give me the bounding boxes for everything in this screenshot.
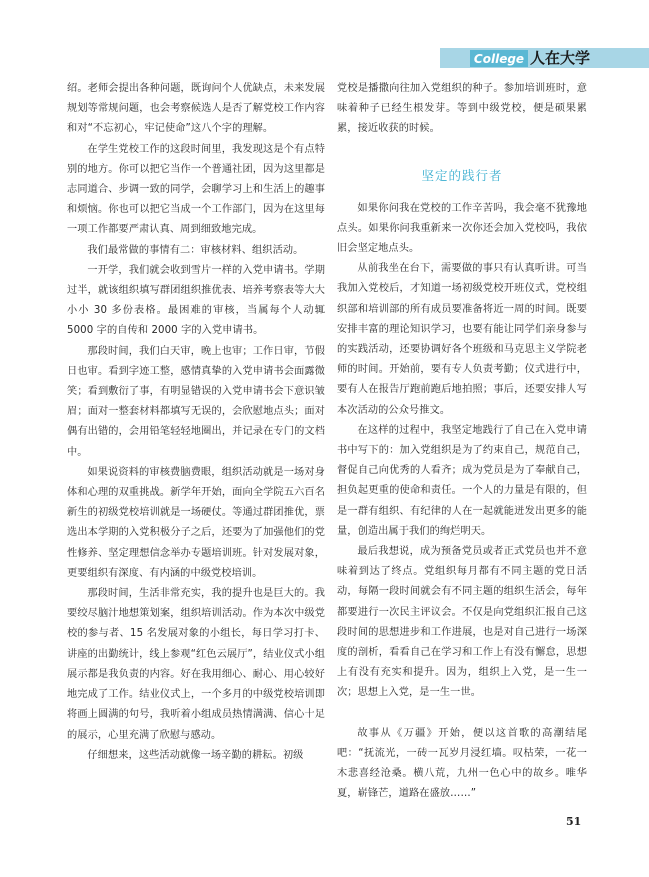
section-subheading: 坚定的践行者 [421,167,503,183]
left-paragraph: 一开学，我们就会收到雪片一样的入党申请书。学期过半，就该组织填写群团组织推优表、培养考察表等大大小小 30 多份表格。最困难的审核，当属每个人动辄 5000 字的自传和 2000 字的入党申请书。 [67,264,325,337]
right-paragraph: 如果你问我在党校的工作辛苦吗，我会毫不犹豫地点头。如果你问我重新来一次你还会加入党校吗，我依旧会坚定地点头。 [337,202,587,255]
left-paragraph: 那段时间，我们白天审，晚上也审；工作日审，节假日也审。看到字迹工整，感情真挚的入党申请书会面露微笑；看到敷衍了事，有明显错误的入党申请书会下意识皱眉；面对一整套材料都填写无误的，会欣慰地点头；面对偶有出错的，会用铅笔轻轻地圈出，并记录在专门的文档中。 [67,345,325,458]
college-label: College [473,51,525,66]
college-tab [470,50,528,67]
page-number: 51 [566,815,582,828]
closing-paragraph: 故事从《万疆》开始，便以这首歌的高潮结尾吧：“抚流光，一砖一瓦岁月浸红墙。叹枯荣，一花一木悲喜经沧桑。横八荒，九州一色心中的故乡。唯华夏，崭锋芒，道路在盛放……” [337,727,587,800]
right-column [337,79,587,805]
left-paragraph: 我们最常做的事情有二：审核材料、组织活动。 [87,244,304,256]
paragraph-gap [337,704,587,724]
left-column [67,79,325,766]
left-paragraph: 如果说资料的审核费脑费眼，组织活动就是一场对身体和心理的双重挑战。新学年开始，面向全学院五六百名新生的初级党校培训就是一场硬仗。等通过群团推优，票选出本学期的入党积极分子之后，还要为了加强他们的党性修养、坚定理想信念举办专题培训班。针对发展对象，更要组织有深度、有内涵的中级党校培训。 [67,466,325,579]
right-paragraph: 最后我想说，成为预备党员或者正式党员也并不意味着到达了终点。党组织每月都有不同主题的党日活动，每隔一段时间就会有不同主题的组织生活会，每年都要进行一次民主评议会。不仅是向党组织汇报自己这段时间的思想进步和工作进展，也是对自己进行一场深度的剖析，看看自己在学习和工作上有没有懈怠，思想上有没有充实和提升。因为，组织上入党，是一生一次；思想上入党，是一生一世。 [337,546,587,699]
section-title: 人在大学 [530,49,591,67]
left-paragraph: 那段时间，生活非常充实，我的提升也是巨大的。我要绞尽脑汁地想策划案，组织培训活动。作为本次中级党校的参与者、15 名发展对象的小组长，每日学习打卡、讲座的出勤统计，线上参观“红色云展厅”，结业仪式小组展示都是我负责的内容。好在我用细心、耐心、用心较好地完成了工作。结业仪式上，一个多月的中级党校培训即将画上圆满的句号，我听着小组成员热情满满、信心十足的展示，心里充满了欣慰与感动。 [67,588,325,741]
right-intro-paragraph: 党校是播撒向往加入党组织的种子。参加培训班时，意味着种子已经生根发芽。等到中级党校，便是硕果累累，接近收获的时候。 [337,83,587,135]
left-paragraph: 仔细想来，这些活动就像一场辛勤的耕耘。初级 [87,749,304,761]
right-paragraph: 在这样的过程中，我坚定地践行了自己在入党申请书中写下的：加入党组织是为了约束自己，规范自己，督促自己向优秀的人看齐；成为党员是为了奉献自己，担负起更重的使命和责任。一个人的力量是有限的，但是一群有组织、有纪律的人在一起就能迸发出更多的能量，创造出属于我们的绚烂明天。 [337,424,587,537]
left-paragraph: 绍。老师会提出各种问题，既询问个人优缺点，未来发展规划等常规问题，也会考察候选人是否了解党校工作内容和对“不忘初心，牢记使命”这八个字的理解。 [67,83,325,135]
right-paragraph: 从前我坐在台下，需要做的事只有认真听讲。可当我加入党校后，才知道一场初级党校开班仪式，党校组织部和培训部的所有成员要准备将近一周的时间。既要安排丰富的理论知识学习，也要有能让同学们亲身参与的实践活动，还要协调好各个班级和马克思主义学院老师的时间。开始前，要有专人负责考勤；仪式进行中，要有人在报告厅跑前跑后地拍照；事后，还要安排人写本次活动的公众号推文。 [337,263,587,416]
left-paragraph: 在学生党校工作的这段时间里，我发现这是个有点特别的地方。你可以把它当作一个普通社团，因为这里都是志同道合、步调一致的同学，会聊学习上和生活上的趣事和烦恼。你也可以把它当成一个工作部门，因为在这里每一项工作都要严肃认真、周到细致地完成。 [67,143,325,236]
